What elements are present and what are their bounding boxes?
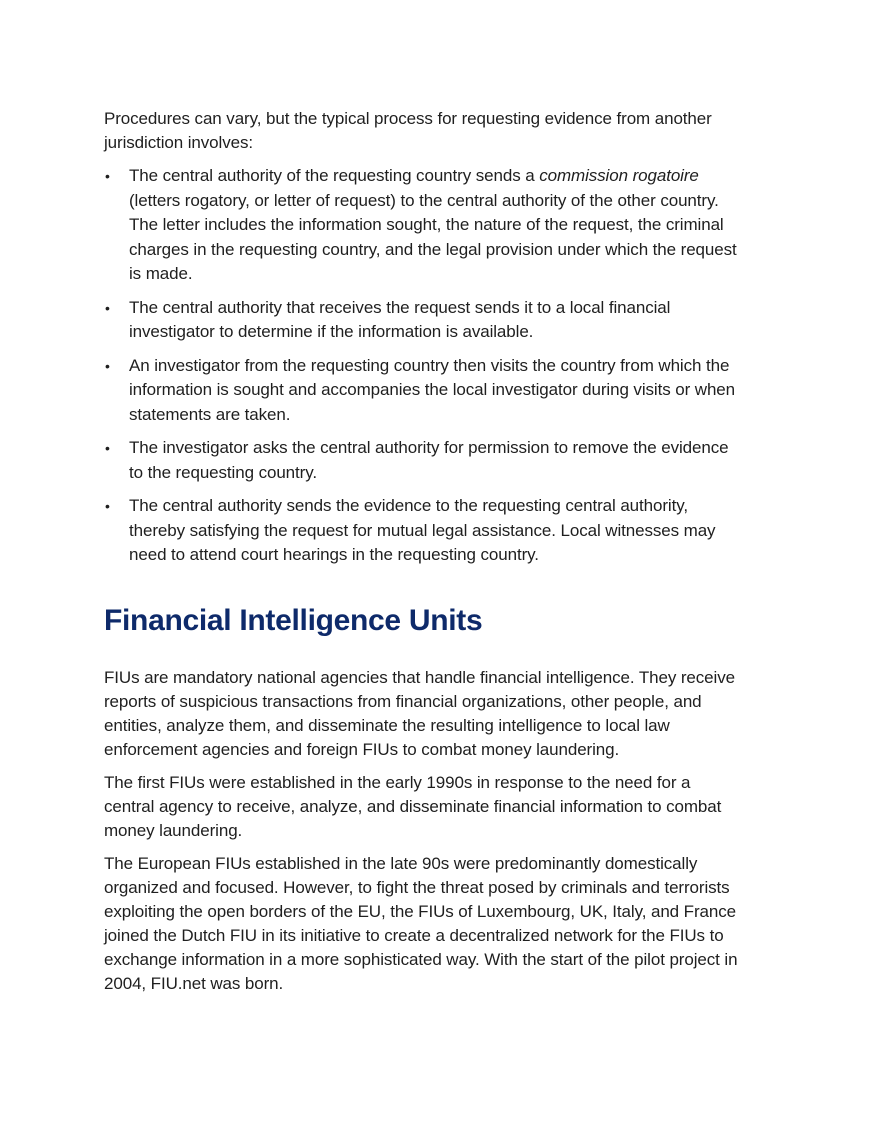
list-item-italic-term: commission rogatoire: [539, 166, 699, 185]
bullet-icon: •: [105, 440, 110, 456]
intro-paragraph: Procedures can vary, but the typical process for requesting evidence from another jurisdiction involves:: [104, 109, 712, 152]
list-item: [104, 494, 744, 568]
list-item-text: The central authority that receives the request sends it to a local financial investigator to determine if the information is available.: [129, 297, 671, 341]
page-content: [104, 107, 744, 1005]
bullet-icon: •: [105, 168, 110, 184]
list-item-text-after: (letters rogatory, or letter of request) to the central authority of the other country. The letter includes the information sought, the nature of the request, the criminal charges in the requesting country, and the legal provision under which the request is made.: [129, 190, 737, 283]
bullet-icon: •: [105, 299, 110, 316]
list-item: [104, 296, 744, 345]
list-item: [104, 164, 744, 287]
bullet-icon: •: [105, 357, 110, 374]
section-paragraph: The European FIUs established in the late 90s were predominantly domestically organized and focused. However, to fight the threat posed by criminals and terrorists exploiting the open borders of the EU, the FIUs of Luxembourg, UK, Italy, and France joined the Dutch FIU in its initiative to create a decentralized network for the FIUs to exchange information in a more sophisticated way. With the start of the pilot project in 2004, FIU.net was born.: [104, 853, 738, 993]
section-heading: Financial Intelligence Units: [104, 603, 483, 637]
list-item: [104, 436, 744, 485]
list-item: [104, 354, 744, 428]
bullet-icon: •: [105, 498, 110, 514]
section-paragraph: The first FIUs were established in the early 1990s in response to the need for a central agency to receive, analyze, and disseminate financial information to combat money laundering.: [104, 772, 722, 840]
procedure-list: [104, 164, 744, 568]
list-item-text-before: The central authority of the requesting country sends a: [129, 166, 540, 185]
list-item-text: The central authority sends the evidence to the requesting central authority, thereby satisfying the request for mutual legal assistance. Local witnesses may need to attend court hearings in the requesting country.: [129, 496, 716, 564]
list-item-text: The investigator asks the central authority for permission to remove the evidence to the requesting country.: [129, 438, 729, 482]
list-item-text: An investigator from the requesting country then visits the country from which the information is sought and accompanies the local investigator during visits or when statements are taken.: [129, 355, 736, 424]
section-paragraph: FIUs are mandatory national agencies that handle financial intelligence. They receive reports of suspicious transactions from financial organizations, other people, and entities, analyze them, and disseminate the resulting intelligence to local law enforcement agencies and foreign FIUs to combat money laundering.: [104, 667, 735, 759]
